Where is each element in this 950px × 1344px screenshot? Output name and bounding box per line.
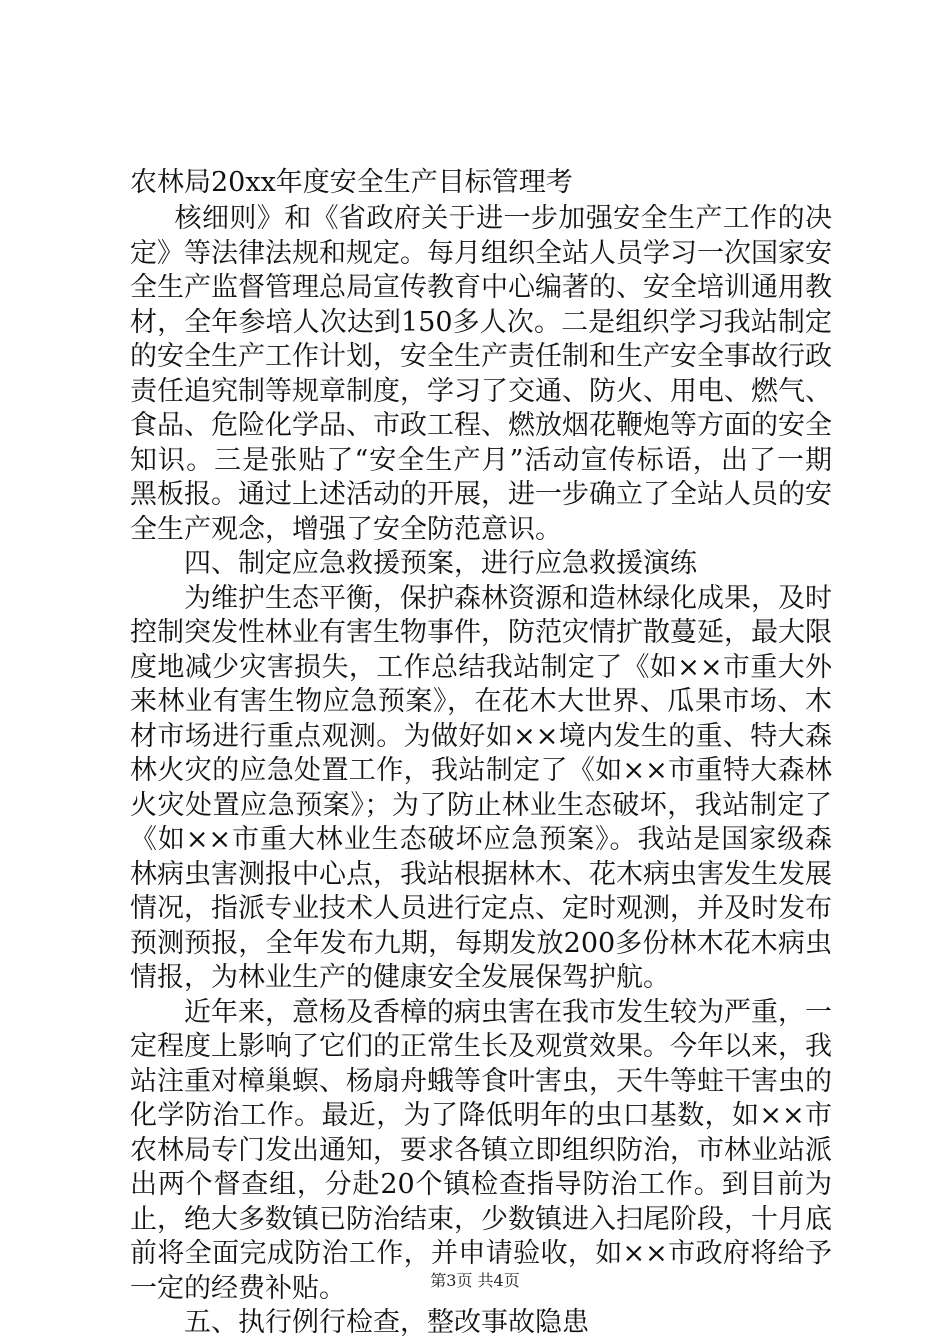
page-number-footer: 第3页 共4页	[430, 1271, 520, 1290]
section-heading-routine-inspection: 五、执行例行检查，整改事故隐患	[184, 1307, 589, 1338]
section-heading-emergency-plan: 四、制定应急救援预案，进行应急救援演练	[184, 548, 697, 579]
document-body	[130, 202, 832, 1341]
paragraph-safety-training: 核细则》和《省政府关于进一步加强安全生产工作的决定》等法律法规和规定。每月组织全站人员学习一次国家安全生产监督管理总局宣传教育中心编著的、安全培训通用教材，全年参培人次达到150多人次。二是组织学习我站制定的安全生产工作计划，安全生产责任制和生产安全事故行政责任追究制等规章制度，学习了交通、防火、用电、燃气、食品、危险化学品、市政工程、燃放烟花鞭炮等方面的安全知识。三是张贴了“安全生产月”活动宣传标语，出了一期黑板报。通过上述活动的开展，进一步确立了全站人员的安全生产观念，增强了安全防范意识。	[130, 203, 832, 545]
paragraph-emergency-plans: 为维护生态平衡，保护森林资源和造林绿化成果，及时控制突发性林业有害生物事件，防范灾情扩散蔓延，最大限度地减少灾害损失，工作总结我站制定了《如××市重大外来林业有害生物应急预案》，在花木大世界、瓜果市场、木材市场进行重点观测。为做好如××境内发生的重、特大森林火灾的应急处置工作，我站制定了《如××市重特大森林火灾处置应急预案》；为了防止林业生态破坏，我站制定了《如××市重大林业生态破坏应急预案》。我站是国家级森林病虫害测报中心点，我站根据林木、花木病虫害发生发展情况，指派专业技术人员进行定点、定时观测，并及时发布预测预报，全年发布九期，每期发放200多份林木花木病虫情报，为林业生产的健康安全发展保驾护航。	[130, 582, 832, 993]
document-title: 农林局20xx年度安全生产目标管理考	[130, 167, 573, 198]
paragraph-pest-control: 近年来，意杨及香樟的病虫害在我市发生较为严重，一定程度上影响了它们的正常生长及观赏效果。今年以来，我站注重对樟巢螟、杨扇舟蛾等食叶害虫，天牛等蛀干害虫的化学防治工作。最近，为了降低明年的虫口基数，如××市农林局专门发出通知，要求各镇立即组织防治，市林业站派出两个督查组，分赴20个镇检查指导防治工作。到目前为止，绝大多数镇已防治结束，少数镇进入扫尾阶段，十月底前将全面完成防治工作，并申请验收，如××市政府将给予一定的经费补贴。	[130, 996, 832, 1304]
